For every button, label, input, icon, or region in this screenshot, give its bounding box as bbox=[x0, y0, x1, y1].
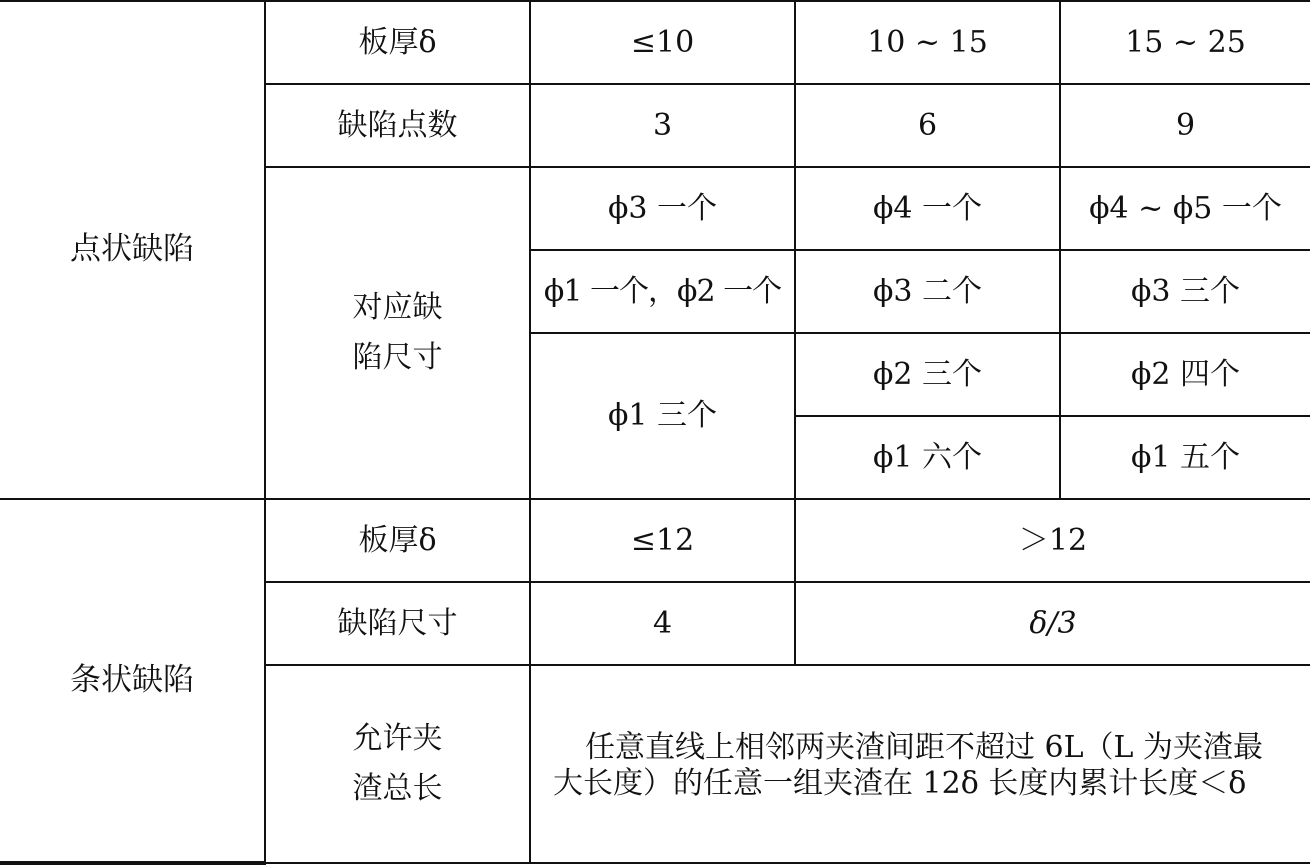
defect-count-value: 6 bbox=[795, 84, 1060, 167]
thickness-label: 板厚δ bbox=[265, 1, 530, 84]
defect-size-value: ϕ1 五个 bbox=[1060, 416, 1310, 499]
defect-size-value: ϕ1 三个 bbox=[530, 333, 795, 499]
defect-size-label-line: 陷尺寸 bbox=[352, 340, 443, 375]
thickness-value: ≤12 bbox=[530, 499, 795, 582]
defect-size-value: ϕ1 一个，ϕ2 一个 bbox=[530, 250, 795, 333]
defect-size-value: ϕ2 三个 bbox=[795, 333, 1060, 416]
defect-size-value: δ/3 bbox=[795, 582, 1310, 665]
defect-size-label-line: 对应缺 bbox=[352, 290, 443, 325]
defect-size-label bbox=[265, 167, 530, 499]
defect-size-value: ϕ2 四个 bbox=[1060, 333, 1310, 416]
defect-size-label: 缺陷尺寸 bbox=[265, 582, 530, 665]
strip-defects-category: 条状缺陷 bbox=[0, 499, 265, 863]
thickness-label: 板厚δ bbox=[265, 499, 530, 582]
allowed-total-length-label-line: 渣总长 bbox=[352, 771, 443, 806]
thickness-value: ＞12 bbox=[795, 499, 1310, 582]
defect-size-value: 4 bbox=[530, 582, 795, 665]
defect-size-value: ϕ3 一个 bbox=[530, 167, 795, 250]
defect-count-value: 9 bbox=[1060, 84, 1310, 167]
defect-size-value: ϕ4 一个 bbox=[795, 167, 1060, 250]
table-row bbox=[0, 499, 1310, 582]
allowed-total-length-label-line: 允许夹 bbox=[352, 721, 443, 756]
defect-count-label: 缺陷点数 bbox=[265, 84, 530, 167]
defect-size-value: ϕ4 ~ ϕ5 一个 bbox=[1060, 167, 1310, 250]
allowed-total-length-description: 任意直线上相邻两夹渣间距不超过 6L（L 为夹渣最大长度）的任意一组夹渣在 12δ 长度内累计长度＜δ bbox=[553, 730, 1264, 801]
defect-size-value: ϕ3 二个 bbox=[795, 250, 1060, 333]
defect-count-value: 3 bbox=[530, 84, 795, 167]
point-defects-category: 点状缺陷 bbox=[0, 1, 265, 499]
defect-size-value: ϕ1 六个 bbox=[795, 416, 1060, 499]
thickness-value: ≤10 bbox=[530, 1, 795, 84]
allowed-total-length-text bbox=[530, 665, 1310, 863]
table-row bbox=[0, 1, 1310, 84]
thickness-value: 10 ~ 15 bbox=[795, 1, 1060, 84]
thickness-value: 15 ~ 25 bbox=[1060, 1, 1310, 84]
allowed-total-length-label bbox=[265, 665, 530, 863]
defect-size-value: ϕ3 三个 bbox=[1060, 250, 1310, 333]
